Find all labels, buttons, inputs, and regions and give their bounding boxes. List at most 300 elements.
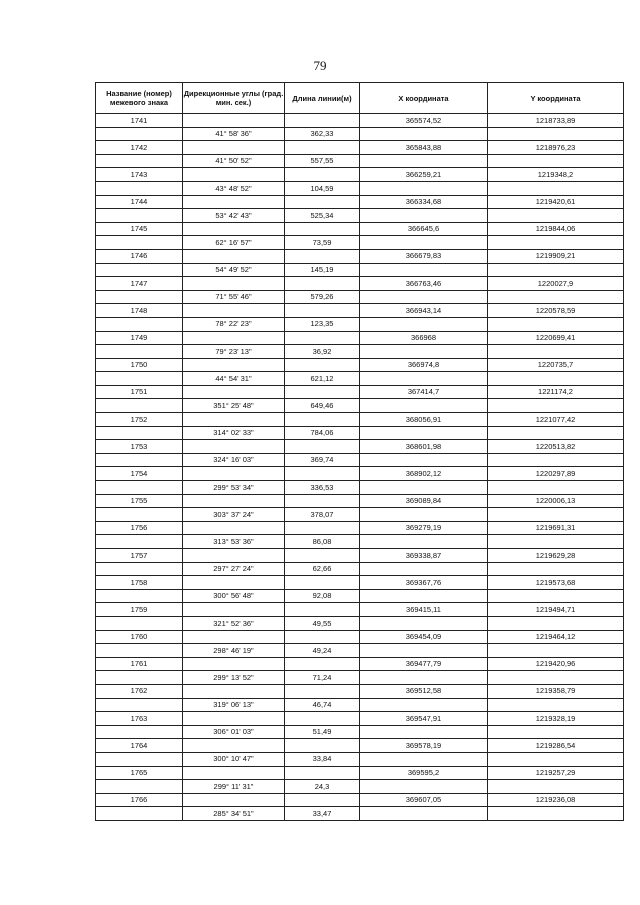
- y-coordinate-cell: 1218733,89: [488, 114, 624, 128]
- line-length-cell: 784,06: [285, 426, 360, 440]
- empty-cell: [488, 481, 624, 495]
- x-coordinate-cell: 365574,52: [360, 114, 488, 128]
- marker-name-cell: 1749: [96, 331, 183, 345]
- marker-name-cell: 1756: [96, 521, 183, 535]
- empty-cell: [285, 494, 360, 508]
- table-header-row: [96, 83, 624, 114]
- empty-cell: [488, 644, 624, 658]
- empty-cell: [183, 141, 285, 155]
- marker-name-cell: 1751: [96, 385, 183, 399]
- table-row: [96, 453, 624, 467]
- table-row: [96, 358, 624, 372]
- empty-cell: [488, 236, 624, 250]
- x-coordinate-cell: 369595,2: [360, 766, 488, 780]
- x-coordinate-cell: 366259,21: [360, 168, 488, 182]
- direction-angle-cell: 299° 53' 34": [183, 481, 285, 495]
- empty-cell: [285, 657, 360, 671]
- empty-cell: [360, 562, 488, 576]
- table-row: [96, 168, 624, 182]
- empty-cell: [285, 739, 360, 753]
- line-length-cell: 362,33: [285, 127, 360, 141]
- empty-cell: [183, 739, 285, 753]
- x-coordinate-cell: 369607,05: [360, 793, 488, 807]
- empty-cell: [488, 453, 624, 467]
- empty-cell: [96, 181, 183, 195]
- empty-cell: [183, 630, 285, 644]
- y-coordinate-cell: 1220027,9: [488, 277, 624, 291]
- y-coordinate-cell: 1218976,23: [488, 141, 624, 155]
- empty-cell: [183, 277, 285, 291]
- table-row: [96, 494, 624, 508]
- empty-cell: [285, 385, 360, 399]
- direction-angle-cell: 54° 49' 52": [183, 263, 285, 277]
- empty-cell: [285, 440, 360, 454]
- empty-cell: [285, 331, 360, 345]
- table-row: [96, 440, 624, 454]
- x-coordinate-cell: 366334,68: [360, 195, 488, 209]
- line-length-cell: 104,59: [285, 181, 360, 195]
- table-row: [96, 114, 624, 128]
- empty-cell: [285, 549, 360, 563]
- y-coordinate-cell: 1221077,42: [488, 413, 624, 427]
- empty-cell: [360, 426, 488, 440]
- empty-cell: [285, 195, 360, 209]
- empty-cell: [96, 698, 183, 712]
- direction-angle-cell: 41° 58' 36": [183, 127, 285, 141]
- direction-angle-cell: 319° 06' 13": [183, 698, 285, 712]
- y-coordinate-cell: 1219464,12: [488, 630, 624, 644]
- marker-name-cell: 1744: [96, 195, 183, 209]
- empty-cell: [183, 304, 285, 318]
- y-coordinate-cell: 1220513,82: [488, 440, 624, 454]
- empty-cell: [488, 780, 624, 794]
- x-coordinate-cell: 368601,98: [360, 440, 488, 454]
- line-length-cell: 33,84: [285, 752, 360, 766]
- y-coordinate-cell: 1219286,54: [488, 739, 624, 753]
- empty-cell: [183, 467, 285, 481]
- y-coordinate-cell: 1219328,19: [488, 712, 624, 726]
- marker-name-cell: 1763: [96, 712, 183, 726]
- empty-cell: [285, 576, 360, 590]
- table-row: [96, 399, 624, 413]
- empty-cell: [96, 644, 183, 658]
- direction-angle-cell: 299° 13' 52": [183, 671, 285, 685]
- line-length-cell: 33,47: [285, 807, 360, 821]
- empty-cell: [488, 752, 624, 766]
- empty-cell: [183, 793, 285, 807]
- empty-cell: [285, 603, 360, 617]
- x-coordinate-cell: 366943,14: [360, 304, 488, 318]
- direction-angle-cell: 297° 27' 24": [183, 562, 285, 576]
- table-body: [96, 114, 624, 821]
- direction-angle-cell: 298° 46' 19": [183, 644, 285, 658]
- empty-cell: [360, 589, 488, 603]
- table-row: [96, 331, 624, 345]
- empty-cell: [285, 168, 360, 182]
- x-coordinate-cell: 366968: [360, 331, 488, 345]
- direction-angle-cell: 324° 16' 03": [183, 453, 285, 467]
- table-row: [96, 521, 624, 535]
- empty-cell: [488, 562, 624, 576]
- empty-cell: [488, 671, 624, 685]
- table-row: [96, 277, 624, 291]
- direction-angle-cell: 62° 16' 57": [183, 236, 285, 250]
- x-coordinate-cell: 366763,46: [360, 277, 488, 291]
- table-row: [96, 222, 624, 236]
- y-coordinate-cell: 1220735,7: [488, 358, 624, 372]
- table-row: [96, 385, 624, 399]
- empty-cell: [360, 698, 488, 712]
- table-row: [96, 209, 624, 223]
- empty-cell: [96, 236, 183, 250]
- empty-cell: [488, 616, 624, 630]
- y-coordinate-cell: 1220297,89: [488, 467, 624, 481]
- empty-cell: [183, 576, 285, 590]
- empty-cell: [285, 249, 360, 263]
- empty-cell: [96, 508, 183, 522]
- empty-cell: [488, 290, 624, 304]
- empty-cell: [285, 413, 360, 427]
- x-coordinate-cell: 369089,84: [360, 494, 488, 508]
- empty-cell: [488, 589, 624, 603]
- empty-cell: [96, 752, 183, 766]
- empty-cell: [285, 793, 360, 807]
- marker-name-cell: 1766: [96, 793, 183, 807]
- empty-cell: [360, 263, 488, 277]
- empty-cell: [96, 345, 183, 359]
- line-length-cell: 123,35: [285, 317, 360, 331]
- table-row: [96, 807, 624, 821]
- y-coordinate-cell: 1220699,41: [488, 331, 624, 345]
- empty-cell: [96, 535, 183, 549]
- empty-cell: [183, 385, 285, 399]
- empty-cell: [360, 290, 488, 304]
- x-coordinate-cell: 366645,6: [360, 222, 488, 236]
- empty-cell: [360, 181, 488, 195]
- table-row: [96, 739, 624, 753]
- empty-cell: [360, 644, 488, 658]
- empty-cell: [360, 752, 488, 766]
- empty-cell: [183, 712, 285, 726]
- table-row: [96, 195, 624, 209]
- empty-cell: [183, 195, 285, 209]
- table-row: [96, 426, 624, 440]
- empty-cell: [360, 453, 488, 467]
- header-y-coordinate: Y координата: [488, 83, 624, 114]
- empty-cell: [96, 780, 183, 794]
- table-row: [96, 562, 624, 576]
- empty-cell: [360, 154, 488, 168]
- empty-cell: [183, 114, 285, 128]
- line-length-cell: 49,24: [285, 644, 360, 658]
- empty-cell: [183, 766, 285, 780]
- direction-angle-cell: 321° 52' 36": [183, 616, 285, 630]
- marker-name-cell: 1745: [96, 222, 183, 236]
- header-direction-angle: Дирекционные углы (град. мин. сек.): [183, 83, 285, 114]
- empty-cell: [488, 263, 624, 277]
- table-row: [96, 372, 624, 386]
- header-marker-name: Название (номер) межевого знака: [96, 83, 183, 114]
- empty-cell: [360, 508, 488, 522]
- x-coordinate-cell: 366679,83: [360, 249, 488, 263]
- empty-cell: [96, 589, 183, 603]
- header-x-coordinate: X координата: [360, 83, 488, 114]
- marker-name-cell: 1752: [96, 413, 183, 427]
- marker-name-cell: 1747: [96, 277, 183, 291]
- empty-cell: [488, 725, 624, 739]
- y-coordinate-cell: 1220006,13: [488, 494, 624, 508]
- line-length-cell: 621,12: [285, 372, 360, 386]
- line-length-cell: 46,74: [285, 698, 360, 712]
- marker-name-cell: 1759: [96, 603, 183, 617]
- table-row: [96, 549, 624, 563]
- empty-cell: [285, 277, 360, 291]
- direction-angle-cell: 44° 54' 31": [183, 372, 285, 386]
- empty-cell: [96, 290, 183, 304]
- table-row: [96, 535, 624, 549]
- empty-cell: [285, 358, 360, 372]
- x-coordinate-cell: 369279,19: [360, 521, 488, 535]
- empty-cell: [285, 766, 360, 780]
- empty-cell: [488, 181, 624, 195]
- empty-cell: [488, 399, 624, 413]
- table-row: [96, 127, 624, 141]
- direction-angle-cell: 79° 23' 13": [183, 345, 285, 359]
- empty-cell: [488, 535, 624, 549]
- empty-cell: [183, 549, 285, 563]
- marker-name-cell: 1761: [96, 657, 183, 671]
- x-coordinate-cell: 366974,8: [360, 358, 488, 372]
- empty-cell: [488, 426, 624, 440]
- line-length-cell: 378,07: [285, 508, 360, 522]
- table-row: [96, 141, 624, 155]
- y-coordinate-cell: 1219420,61: [488, 195, 624, 209]
- table-row: [96, 154, 624, 168]
- marker-name-cell: 1743: [96, 168, 183, 182]
- x-coordinate-cell: 369415,11: [360, 603, 488, 617]
- direction-angle-cell: 351° 25' 48": [183, 399, 285, 413]
- x-coordinate-cell: 369454,09: [360, 630, 488, 644]
- y-coordinate-cell: 1219348,2: [488, 168, 624, 182]
- line-length-cell: 92,08: [285, 589, 360, 603]
- direction-angle-cell: 299° 11' 31": [183, 780, 285, 794]
- line-length-cell: 369,74: [285, 453, 360, 467]
- empty-cell: [360, 535, 488, 549]
- empty-cell: [360, 671, 488, 685]
- direction-angle-cell: 71° 55' 46": [183, 290, 285, 304]
- y-coordinate-cell: 1219629,28: [488, 549, 624, 563]
- empty-cell: [360, 725, 488, 739]
- table-row: [96, 725, 624, 739]
- empty-cell: [96, 616, 183, 630]
- empty-cell: [96, 671, 183, 685]
- line-length-cell: 579,26: [285, 290, 360, 304]
- header-line-length: Длина линии(м): [285, 83, 360, 114]
- marker-name-cell: 1764: [96, 739, 183, 753]
- empty-cell: [183, 249, 285, 263]
- table-row: [96, 249, 624, 263]
- empty-cell: [285, 141, 360, 155]
- line-length-cell: 336,53: [285, 481, 360, 495]
- table-row: [96, 481, 624, 495]
- x-coordinate-cell: 369512,58: [360, 684, 488, 698]
- boundary-coordinates-table: [95, 82, 624, 821]
- table-row: [96, 413, 624, 427]
- y-coordinate-cell: 1219358,79: [488, 684, 624, 698]
- empty-cell: [183, 168, 285, 182]
- table-row: [96, 317, 624, 331]
- marker-name-cell: 1741: [96, 114, 183, 128]
- empty-cell: [96, 481, 183, 495]
- table-row: [96, 616, 624, 630]
- table-row: [96, 345, 624, 359]
- table-row: [96, 752, 624, 766]
- table-row: [96, 684, 624, 698]
- table-row: [96, 780, 624, 794]
- marker-name-cell: 1765: [96, 766, 183, 780]
- table-row: [96, 263, 624, 277]
- empty-cell: [96, 372, 183, 386]
- table-row: [96, 671, 624, 685]
- table-row: [96, 304, 624, 318]
- marker-name-cell: 1750: [96, 358, 183, 372]
- marker-name-cell: 1757: [96, 549, 183, 563]
- empty-cell: [488, 807, 624, 821]
- x-coordinate-cell: 369578,19: [360, 739, 488, 753]
- line-length-cell: 649,46: [285, 399, 360, 413]
- marker-name-cell: 1758: [96, 576, 183, 590]
- table-row: [96, 508, 624, 522]
- table-row: [96, 290, 624, 304]
- table-row: [96, 644, 624, 658]
- empty-cell: [183, 657, 285, 671]
- empty-cell: [488, 209, 624, 223]
- y-coordinate-cell: 1219236,08: [488, 793, 624, 807]
- empty-cell: [285, 712, 360, 726]
- direction-angle-cell: 300° 56' 48": [183, 589, 285, 603]
- empty-cell: [96, 209, 183, 223]
- table-row: [96, 657, 624, 671]
- empty-cell: [96, 562, 183, 576]
- marker-name-cell: 1755: [96, 494, 183, 508]
- y-coordinate-cell: 1219844,06: [488, 222, 624, 236]
- empty-cell: [285, 630, 360, 644]
- table-row: [96, 236, 624, 250]
- y-coordinate-cell: 1219909,21: [488, 249, 624, 263]
- direction-angle-cell: 43° 48' 52": [183, 181, 285, 195]
- line-length-cell: 62,66: [285, 562, 360, 576]
- line-length-cell: 557,55: [285, 154, 360, 168]
- marker-name-cell: 1762: [96, 684, 183, 698]
- empty-cell: [96, 317, 183, 331]
- line-length-cell: 51,49: [285, 725, 360, 739]
- y-coordinate-cell: 1219494,71: [488, 603, 624, 617]
- empty-cell: [183, 413, 285, 427]
- marker-name-cell: 1760: [96, 630, 183, 644]
- empty-cell: [488, 372, 624, 386]
- empty-cell: [96, 263, 183, 277]
- table-row: [96, 766, 624, 780]
- line-length-cell: 525,34: [285, 209, 360, 223]
- y-coordinate-cell: 1219573,68: [488, 576, 624, 590]
- marker-name-cell: 1754: [96, 467, 183, 481]
- direction-angle-cell: 303° 37' 24": [183, 508, 285, 522]
- x-coordinate-cell: 369547,91: [360, 712, 488, 726]
- empty-cell: [360, 372, 488, 386]
- marker-name-cell: 1746: [96, 249, 183, 263]
- page-number: 79: [313, 58, 327, 73]
- empty-cell: [96, 154, 183, 168]
- table-row: [96, 630, 624, 644]
- line-length-cell: 86,08: [285, 535, 360, 549]
- empty-cell: [285, 467, 360, 481]
- empty-cell: [285, 684, 360, 698]
- empty-cell: [183, 331, 285, 345]
- line-length-cell: 73,59: [285, 236, 360, 250]
- line-length-cell: 71,24: [285, 671, 360, 685]
- empty-cell: [360, 127, 488, 141]
- empty-cell: [488, 698, 624, 712]
- empty-cell: [96, 807, 183, 821]
- line-length-cell: 145,19: [285, 263, 360, 277]
- empty-cell: [488, 154, 624, 168]
- table-row: [96, 576, 624, 590]
- line-length-cell: 49,55: [285, 616, 360, 630]
- y-coordinate-cell: 1219257,29: [488, 766, 624, 780]
- x-coordinate-cell: 367414,7: [360, 385, 488, 399]
- direction-angle-cell: 78° 22' 23": [183, 317, 285, 331]
- x-coordinate-cell: 369338,87: [360, 549, 488, 563]
- empty-cell: [183, 440, 285, 454]
- empty-cell: [285, 222, 360, 236]
- empty-cell: [183, 494, 285, 508]
- line-length-cell: 24,3: [285, 780, 360, 794]
- y-coordinate-cell: 1219691,31: [488, 521, 624, 535]
- empty-cell: [360, 807, 488, 821]
- table-row: [96, 698, 624, 712]
- y-coordinate-cell: 1219420,96: [488, 657, 624, 671]
- empty-cell: [96, 399, 183, 413]
- empty-cell: [183, 222, 285, 236]
- empty-cell: [360, 399, 488, 413]
- line-length-cell: 36,92: [285, 345, 360, 359]
- empty-cell: [360, 616, 488, 630]
- empty-cell: [360, 345, 488, 359]
- empty-cell: [183, 603, 285, 617]
- direction-angle-cell: 53° 42' 43": [183, 209, 285, 223]
- table-row: [96, 712, 624, 726]
- empty-cell: [183, 684, 285, 698]
- empty-cell: [360, 236, 488, 250]
- table-row: [96, 467, 624, 481]
- empty-cell: [360, 481, 488, 495]
- table-row: [96, 603, 624, 617]
- empty-cell: [488, 508, 624, 522]
- x-coordinate-cell: 368056,91: [360, 413, 488, 427]
- empty-cell: [285, 114, 360, 128]
- marker-name-cell: 1742: [96, 141, 183, 155]
- table-row: [96, 181, 624, 195]
- empty-cell: [360, 780, 488, 794]
- empty-cell: [360, 209, 488, 223]
- x-coordinate-cell: 369367,76: [360, 576, 488, 590]
- empty-cell: [488, 127, 624, 141]
- empty-cell: [96, 725, 183, 739]
- empty-cell: [96, 127, 183, 141]
- y-coordinate-cell: 1220578,59: [488, 304, 624, 318]
- empty-cell: [183, 521, 285, 535]
- direction-angle-cell: 306° 01' 03": [183, 725, 285, 739]
